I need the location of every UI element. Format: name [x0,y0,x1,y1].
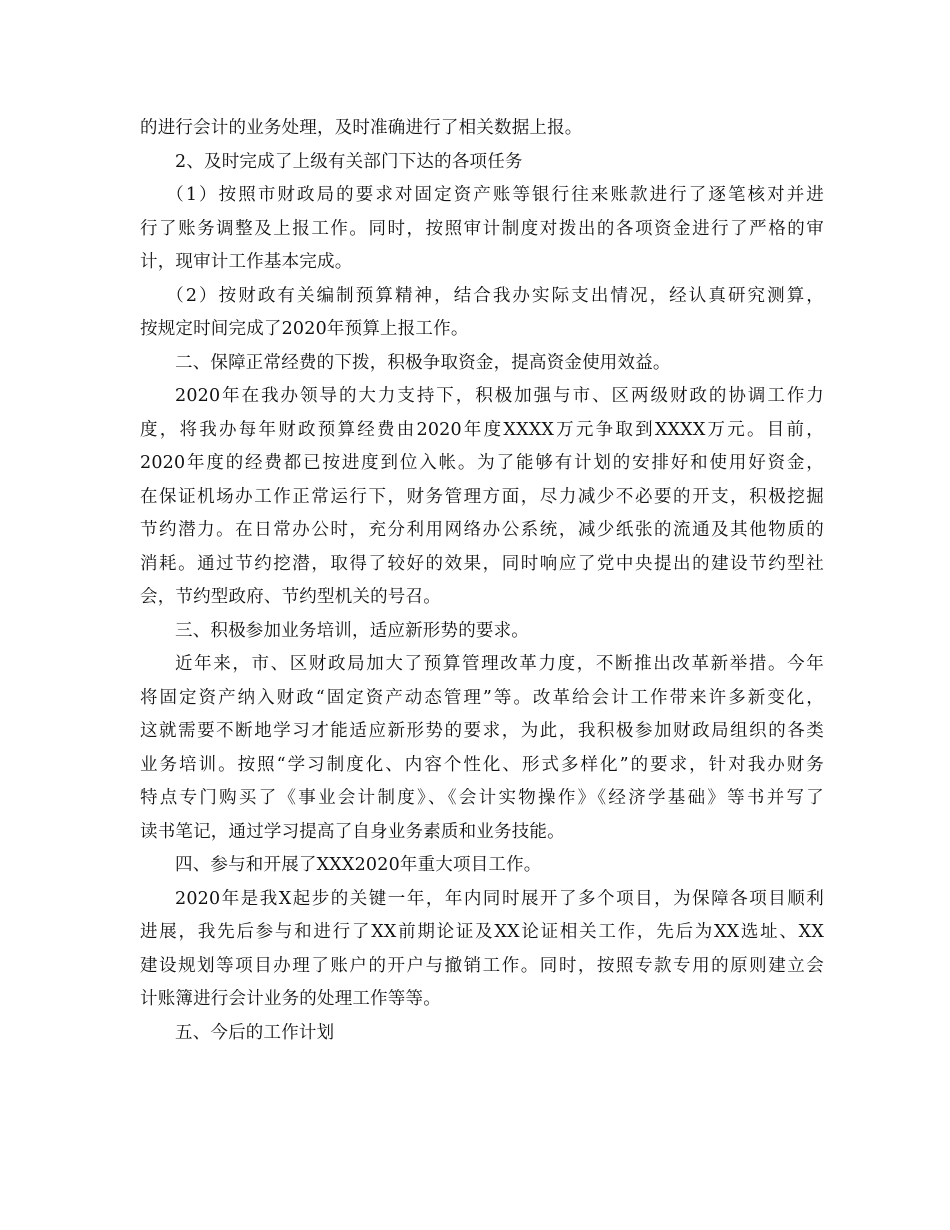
paragraph-1 [140,112,824,146]
section-heading-2 [140,347,824,381]
paragraph-line: 三、积极参加业务培训，适应新形势的要求。 [175,620,529,641]
paragraph-8 [140,648,824,849]
paragraph-line: 读书笔记，通过学习提高了自身业务素质和业务技能。 [140,821,565,842]
paragraph-line: （1）按照市财政局的要求对固定资产账等银行往来账款进行了逐笔核对并进 [166,185,824,205]
paragraph-line: 五、今后的工作计划 [175,1022,335,1043]
paragraph-10 [140,883,824,1017]
paragraph-line: 特点专门购买了《事业会计制度》、《会计实物操作》《经济学基础》等书并写了 [140,788,824,808]
paragraph-line: 这就需要不断地学习才能适应新形势的要求，为此，我积极参加财政局组织的各类 [140,721,824,741]
paragraph-line: 将固定资产纳入财政“固定资产动态管理”等。改革给会计工作带来许多新变化， [140,687,824,708]
section-heading-3 [140,615,824,649]
paragraph-line: 进展，我先后参与和进行了XX前期论证及XX论证相关工作，先后为XX选址、XX [140,922,824,942]
paragraph-line: 2020年是我X起步的关键一年，年内同时展开了多个项目，为保障各项目顺利 [175,888,824,909]
paragraph-line: 按规定时间完成了2020年预算上报工作。 [140,319,469,339]
paragraph-line: 四、参与和开展了XXX2020年重大项目工作。 [175,855,542,875]
paragraph-2-heading [140,146,824,180]
paragraph-line: 行了账务调整及上报工作。同时，按照审计制度对拨出的各项资金进行了严格的审 [140,218,824,239]
paragraph-6 [140,380,824,615]
paragraph-line: 度，将我办每年财政预算经费由2020年度XXXX万元争取到XXXX万元。目前， [140,419,824,440]
paragraph-line: 会，节约型政府、节约型机关的号召。 [140,587,441,607]
paragraph-line: 计账簿进行会计业务的处理工作等等。 [140,989,441,1009]
paragraph-line: 的进行会计的业务处理，及时准确进行了相关数据上报。 [140,118,583,138]
paragraph-line: 2020年在我办领导的大力支持下，积极加强与市、区两级财政的协调工作力 [175,386,824,406]
paragraph-line: 在保证机场办工作正常运行下，财务管理方面，尽力减少不必要的开支，积极挖掘 [140,486,824,507]
paragraph-line: 2020年度的经费都已按进度到位入帐。为了能够有计划的安排好和使用好资金， [140,453,824,473]
paragraph-line: 二、保障正常经费的下拨，积极争取资金，提高资金使用效益。 [175,352,671,373]
document-body [140,112,824,1050]
paragraph-3 [140,179,824,280]
paragraph-line: 节约潜力。在日常办公时，充分利用网络办公系统，减少纸张的流通及其他物质的 [140,520,824,540]
paragraph-4 [140,280,824,347]
section-heading-5 [140,1017,824,1051]
paragraph-line: 计，现审计工作基本完成。 [140,252,353,272]
paragraph-line: 消耗。通过节约挖潜，取得了较好的效果，同时响应了党中央提出的建设节约型社 [140,553,824,574]
paragraph-line: 业务培训。按照“学习制度化、内容个性化、形式多样化”的要求，针对我办财务 [140,754,824,775]
paragraph-line: 建设规划等项目办理了账户的开户与撤销工作。同时，按照专款专用的原则建立会 [140,955,824,976]
paragraph-line: （2）按财政有关编制预算精神，结合我办实际支出情况，经认真研究测算， [166,285,824,306]
section-heading-4 [140,849,824,883]
paragraph-line: 2、及时完成了上级有关部门下达的各项任务 [175,151,523,172]
paragraph-line: 近年来，市、区财政局加大了预算管理改革力度，不断推出改革新举措。今年 [175,654,824,674]
